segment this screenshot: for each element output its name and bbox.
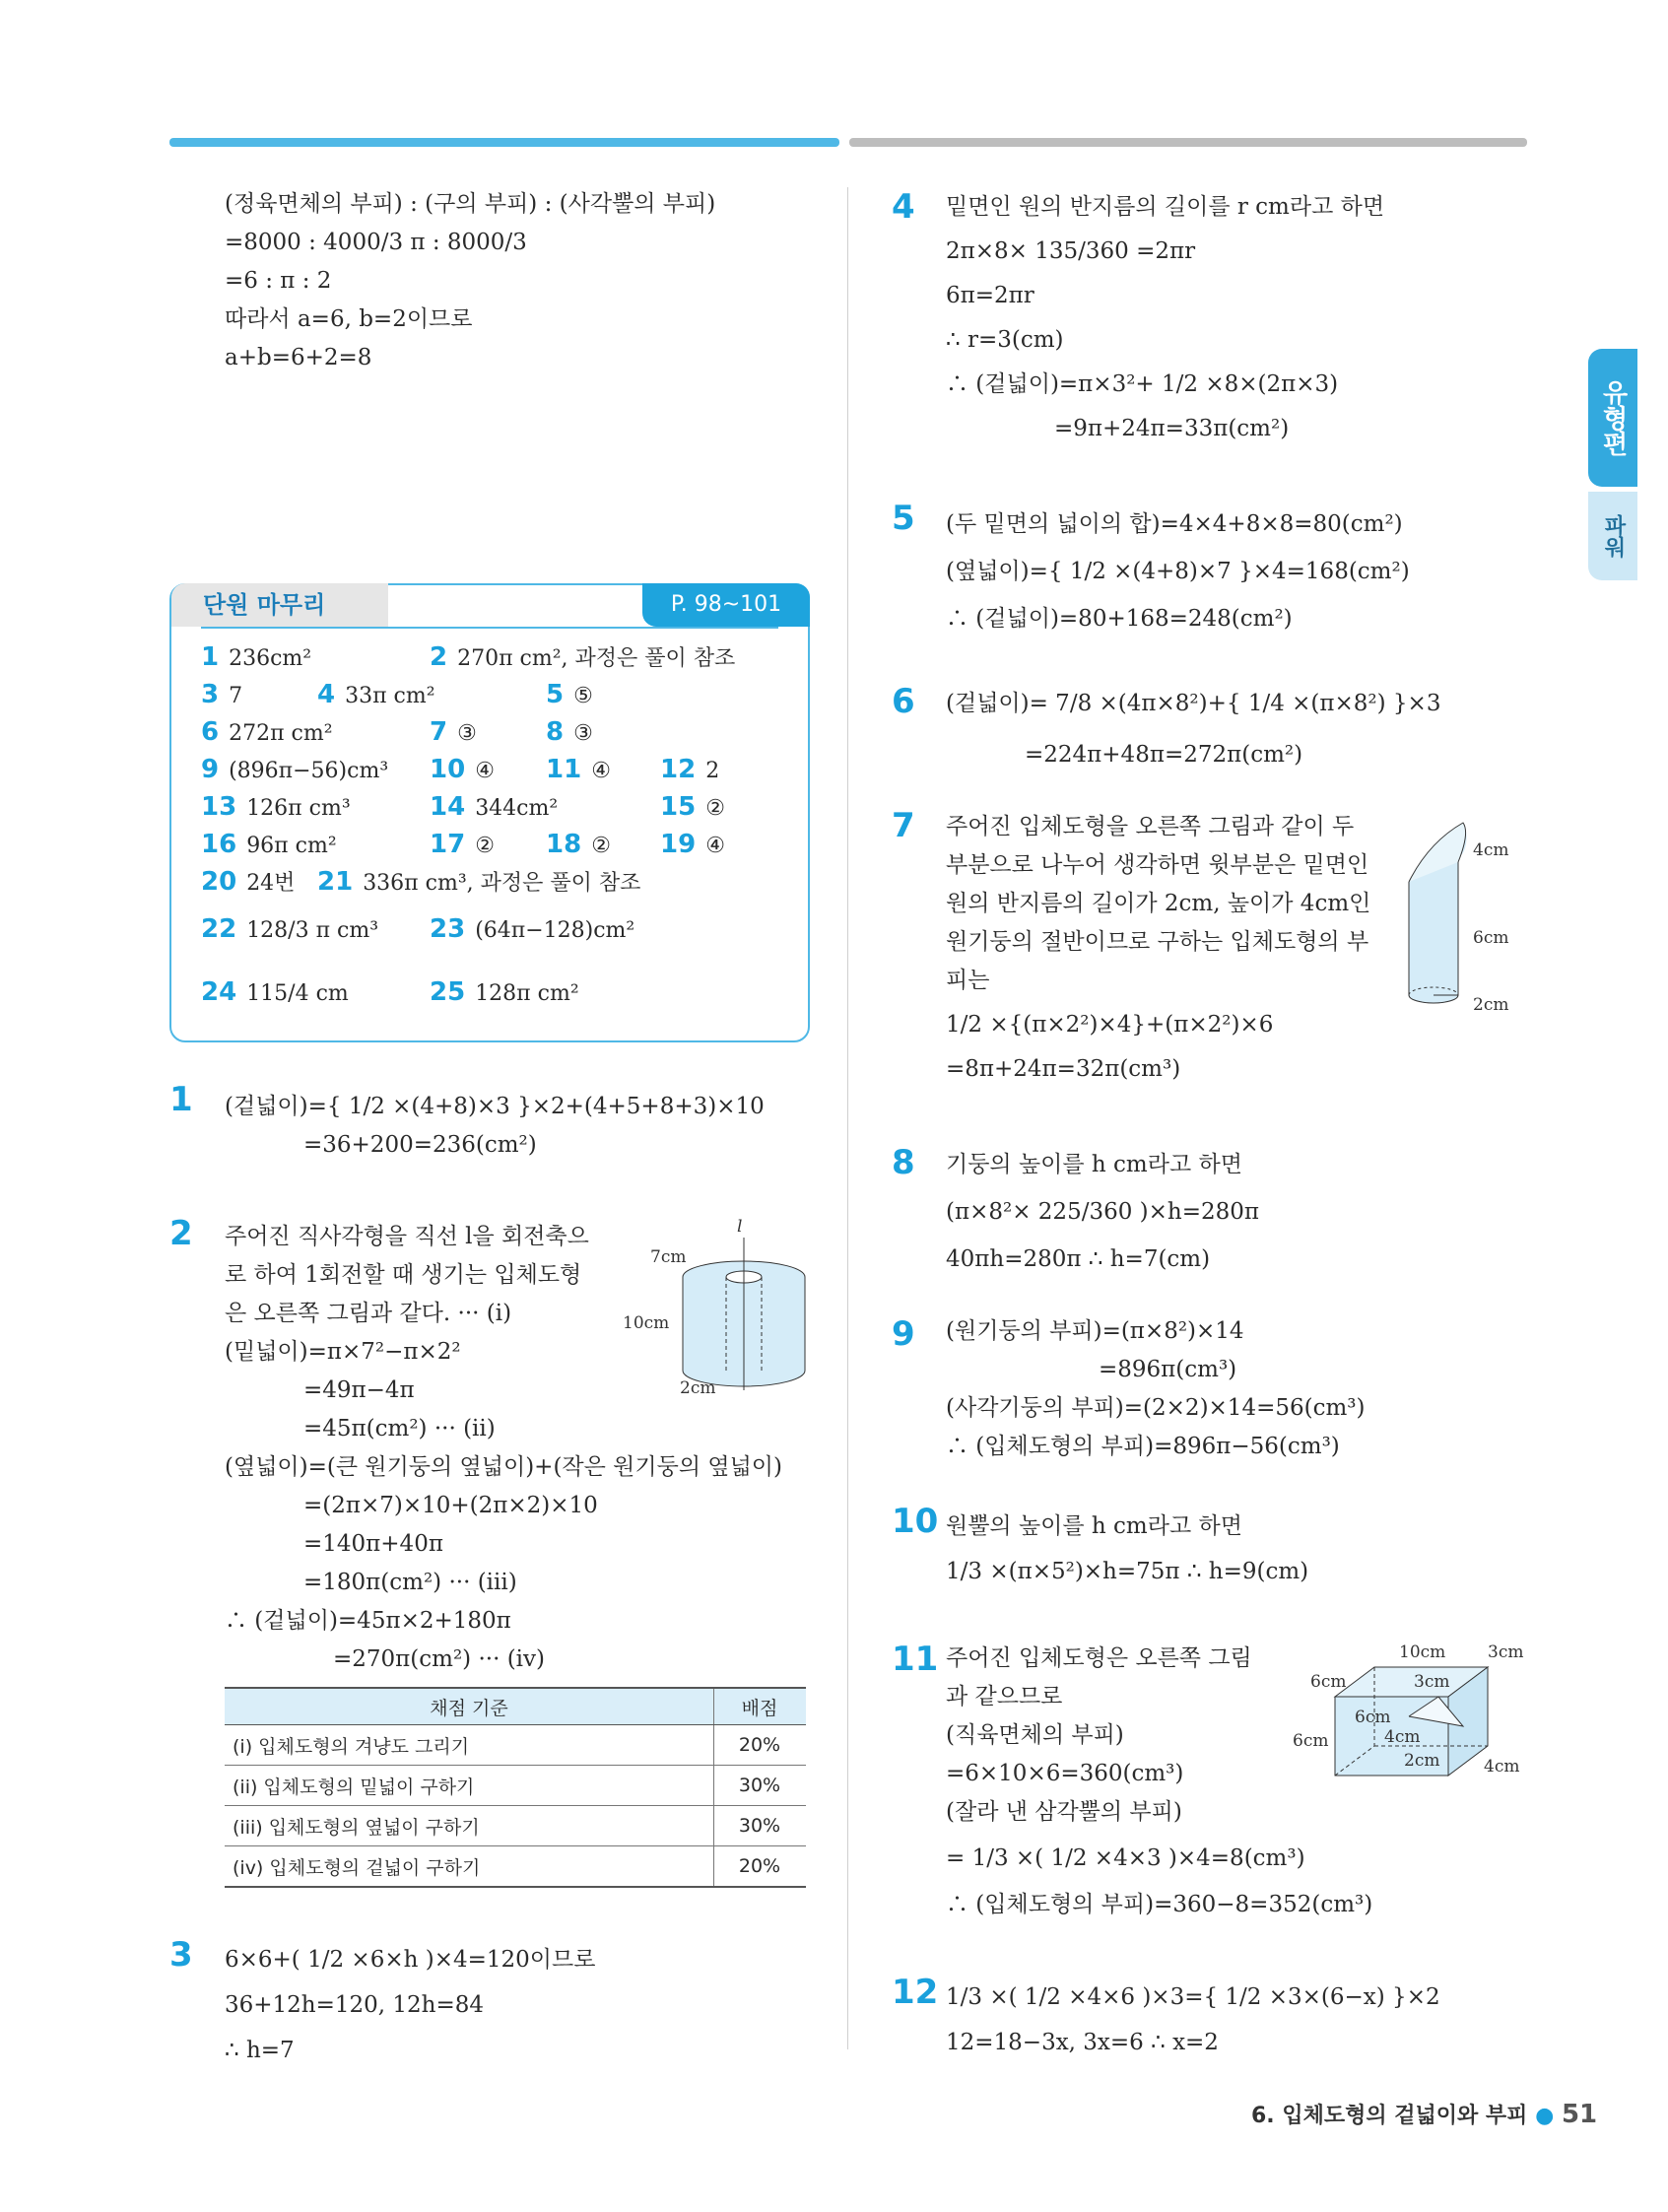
solution-line: ∴ (입체도형의 부피)=896π−56(cm³) [946,1434,1340,1459]
answer-item: 25 128π cm² [430,977,579,1007]
answer-item: 12 2 [660,755,720,784]
solution-line: 6π=2πr [946,283,1034,308]
answer-item: 8 ③ [546,717,593,747]
intro-line: 따라서 a=6, b=2이므로 [225,306,473,332]
table-header: 채점 기준 [225,1688,714,1725]
answer-item: 2 270π cm², 과정은 풀이 참조 [430,642,736,672]
table-row: (iii) 입체도형의 옆넓이 구하기 30% [225,1806,806,1846]
solution-line: =224π+48π=272π(cm²) [1025,742,1303,768]
solution-line: 주어진 입체도형을 오른쪽 그림과 같이 두 [946,814,1355,839]
answer-item: 5 ⑤ [546,680,593,709]
fig2-label-axis: l [737,1218,743,1237]
answer-item: 23 (64π−128)cm² [430,914,635,944]
solution-number: 5 [892,499,915,538]
solution-line: =45π(cm²) ··· (ii) [303,1416,496,1441]
solution-line: 주어진 직사각형을 직선 l을 회전축으 [225,1224,589,1249]
fig2-label-left: 10cm [623,1313,670,1333]
solution-line: =9π+24π=33π(cm²) [1054,416,1290,441]
page-number: 51 [1561,2100,1598,2129]
solution-line: =180π(cm²) ··· (iii) [303,1570,517,1595]
solution-line: (옆넓이)=(큰 원기둥의 옆넓이)+(작은 원기둥의 옆넓이) [225,1454,782,1480]
footer-dot-icon: ● [1535,2104,1555,2128]
answer-item: 14 344cm² [430,792,559,822]
solution-line: = 1/3 ×( 1/2 ×4×3 )×4=8(cm³) [946,1845,1305,1871]
answer-item: 1 236cm² [201,642,312,672]
solution-line: (겉넓이)={ 1/2 ×(4+8)×3 }×2+(4+5+8+3)×10 [225,1094,765,1119]
solution-line: (π×8²× 225/360 )×h=280π [946,1199,1260,1225]
solution-line: =8π+24π=32π(cm³) [946,1056,1181,1082]
solution-line: 원기둥의 절반이므로 구하는 입체도형의 부 [946,929,1369,955]
answer-item: 15 ② [660,792,725,822]
answer-item: 19 ④ [660,830,725,859]
scoring-table [225,1687,806,1888]
fig7-label-b: 6cm [1473,928,1509,948]
fig11-label: 3cm [1414,1672,1450,1692]
solution-6 [946,678,1440,780]
page-footer [1251,2099,1597,2129]
solution-line: ∴ (겉넓이)=π×3²+ 1/2 ×8×(2π×3) [946,371,1339,397]
fig11-label: 3cm [1488,1642,1524,1662]
solution-line: 40πh=280π ∴ h=7(cm) [946,1246,1211,1272]
answer-item: 21 336π cm³, 과정은 풀이 참조 [317,867,641,897]
answer-item: 22 128/3 π cm³ [201,914,379,944]
column-divider [847,187,848,2049]
solution-line: (원기둥의 부피)=(π×8²)×14 [946,1318,1244,1344]
solution-4 [946,185,1384,451]
table-row: (i) 입체도형의 겨냥도 그리기 20% [225,1725,806,1766]
answer-box-title: 단원 마무리 [171,583,388,627]
solution-9 [946,1312,1365,1466]
solution-line: 과 같으므로 [946,1684,1063,1709]
fig7-label-a: 4cm [1473,840,1509,860]
solution-line: 1/3 ×( 1/2 ×4×6 )×3={ 1/2 ×3×(6−x) }×2 [946,1984,1440,2010]
solution-line: 6×6+( 1/2 ×6×h )×4=120이므로 [225,1947,596,1973]
answer-item: 10 ④ [430,755,495,784]
fig2-label-top: 7cm [650,1247,687,1267]
solution-line: 1/3 ×(π×5²)×h=75π ∴ h=9(cm) [946,1559,1309,1584]
solution-line: ∴ (입체도형의 부피)=360−8=352(cm³) [946,1892,1373,1917]
solution-line: 부분으로 나누어 생각하면 윗부분은 밑면인 [946,852,1369,878]
solution-number: 4 [892,187,915,227]
solution-line: 주어진 입체도형은 오른쪽 그림 [946,1645,1252,1671]
solution-line: =140π+40π [303,1531,443,1557]
answer-box-rule [201,627,778,629]
side-tab-sub[interactable]: 파워 [1588,492,1637,580]
solution-line: 36+12h=120, 12h=84 [225,1992,485,2018]
solution-1 [225,1088,765,1165]
table-header: 배점 [714,1688,807,1725]
intro-block [225,185,816,377]
solution-10 [946,1504,1308,1594]
solution-line: =896π(cm³) [1099,1357,1237,1382]
solution-3 [225,1937,595,2073]
solution-line: (겉넓이)= 7/8 ×(4π×8²)+{ 1/4 ×(π×8²) }×3 [946,691,1441,716]
intro-line: =6 : π : 2 [225,268,332,294]
solution-number: 9 [892,1314,915,1354]
solution-number: 2 [169,1214,193,1253]
solution-line: =270π(cm²) ··· (iv) [333,1646,545,1672]
solution-line: 원의 반지름의 길이가 2cm, 높이가 4cm인 [946,891,1371,916]
top-band-left [169,138,839,147]
intro-line: (정육면체의 부피) : (구의 부피) : (사각뿔의 부피) [225,191,716,217]
solution-line: 피는 [946,968,990,993]
solution-line: (직육면체의 부피) [946,1722,1124,1748]
fig11-label: 6cm [1310,1672,1347,1692]
fig11-label: 4cm [1484,1757,1520,1776]
solution-line: 원뿔의 높이를 h cm라고 하면 [946,1513,1242,1539]
solution-7 [946,808,1370,1089]
fig2-label-bottom: 2cm [680,1378,716,1395]
answer-item: 24 115/4 cm [201,977,349,1007]
top-band-right [849,138,1527,147]
fig11-label: 10cm [1399,1642,1446,1662]
fig11-label: 6cm [1355,1708,1391,1727]
solution-line: =49π−4π [303,1377,415,1403]
figure-cut-cuboid [1291,1638,1527,1785]
intro-line: a+b=6+2=8 [225,345,372,370]
solution-line: ∴ h=7 [225,2038,295,2063]
answer-item: 17 ② [430,830,495,859]
fig11-label: 6cm [1293,1731,1329,1751]
answer-item: 3 7 [201,680,243,709]
solution-line: (사각기둥의 부피)=(2×2)×14=56(cm³) [946,1395,1366,1421]
intro-line: =8000 : 4000/3 π : 8000/3 [225,230,527,255]
solution-line: ∴ r=3(cm) [946,327,1064,353]
answer-box-pages: P. 98~101 [642,583,810,627]
answer-box [169,583,810,1042]
fig7-label-c: 2cm [1473,995,1509,1015]
solution-number: 8 [892,1143,915,1182]
solution-line: (밑넓이)=π×7²−π×2² [225,1339,461,1365]
answer-item: 7 ③ [430,717,477,747]
side-tab-main[interactable]: 유형편 [1588,349,1637,487]
solution-line: 1/2 ×{(π×2²)×4}+(π×2²)×6 [946,1012,1274,1038]
answer-item: 11 ④ [546,755,611,784]
answer-item: 9 (896π−56)cm³ [201,755,389,784]
answer-item: 16 96π cm² [201,830,337,859]
solution-line: 2π×8× 135/360 =2πr [946,238,1196,264]
solution-8 [946,1141,1259,1283]
solution-line: =36+200=236(cm²) [303,1132,537,1158]
solution-line: (옆넓이)={ 1/2 ×(4+8)×7 }×4=168(cm²) [946,559,1410,584]
solution-5 [946,501,1410,642]
figure-hollow-cylinder [621,1218,818,1395]
side-tab[interactable] [1588,349,1637,585]
chapter-title: 6. 입체도형의 겉넓이와 부피 [1251,2104,1528,2128]
solution-number: 7 [892,806,915,845]
solution-number: 3 [169,1935,193,1975]
solution-line: 12=18−3x, 3x=6 ∴ x=2 [946,2030,1219,2055]
solution-number: 12 [892,1973,939,2012]
answer-item: 4 33π cm² [317,680,435,709]
solution-line: =(2π×7)×10+(2π×2)×10 [303,1493,598,1518]
solution-line: ∴ (겉넓이)=80+168=248(cm²) [946,606,1293,632]
solution-line: 은 오른쪽 그림과 같다. ··· (i) [225,1301,512,1326]
answer-item: 13 126π cm³ [201,792,351,822]
figure-cut-cylinder [1399,813,1537,1020]
solution-12 [946,1975,1440,2065]
solution-number: 11 [892,1640,939,1679]
table-row: (iv) 입체도형의 겉넓이 구하기 20% [225,1846,806,1888]
table-row: (ii) 입체도형의 밑넓이 구하기 30% [225,1766,806,1806]
solution-number: 10 [892,1502,939,1541]
solution-line: (두 밑면의 넓이의 합)=4×4+8×8=80(cm²) [946,511,1403,537]
solution-line: 기둥의 높이를 h cm라고 하면 [946,1152,1242,1177]
solution-line: ∴ (겉넓이)=45π×2+180π [225,1608,511,1634]
solution-number: 6 [892,682,915,721]
solution-line: 밑면인 원의 반지름의 길이를 r cm라고 하면 [946,194,1385,220]
solution-line: (잘라 낸 삼각뿔의 부피) [946,1799,1182,1825]
fig11-label: 2cm [1404,1751,1440,1771]
answer-item: 6 272π cm² [201,717,333,747]
solution-line: 로 하여 1회전할 때 생기는 입체도형 [225,1262,582,1288]
fig11-label: 4cm [1384,1727,1421,1747]
answer-item: 18 ② [546,830,611,859]
answer-item: 20 24번 [201,867,296,897]
solution-line: =6×10×6=360(cm³) [946,1761,1184,1786]
solution-number: 1 [169,1080,193,1119]
